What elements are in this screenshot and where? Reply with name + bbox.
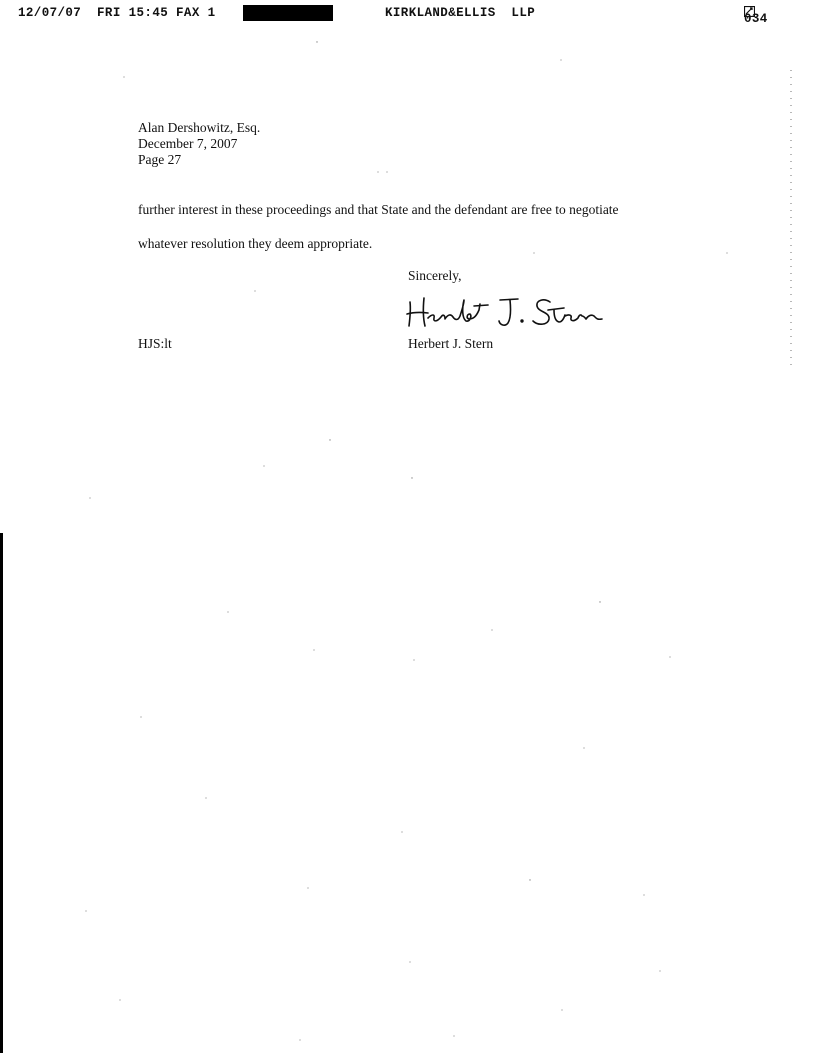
- fax-transmission-info: 12/07/07 FRI 15:45 FAX 1: [18, 6, 216, 20]
- fax-sender-firm: KIRKLAND&ELLIS LLP: [385, 6, 536, 20]
- body-line-2: whatever resolution they deem appropriate.: [138, 236, 373, 251]
- fax-header: [0, 0, 816, 24]
- signer-name: Herbert J. Stern: [408, 336, 494, 351]
- letter-page: Page 27: [138, 152, 182, 167]
- scan-edge-bar: [0, 533, 3, 1053]
- fax-page-number: [744, 6, 768, 26]
- scan-edge-speckle: [790, 70, 792, 370]
- redaction-box: [243, 5, 333, 21]
- handwritten-signature: [404, 288, 614, 334]
- letter-header: [138, 120, 260, 168]
- recipient-name: Alan Dershowitz, Esq.: [138, 120, 261, 135]
- page-number-text: 034: [744, 12, 768, 26]
- closing-salutation: Sincerely,: [408, 268, 462, 283]
- typist-initials: HJS:lt: [138, 336, 172, 351]
- body-line-1: further interest in these proceedings and that State and the defendant are free to negotiate: [138, 202, 619, 217]
- letter-date: December 7, 2007: [138, 136, 238, 151]
